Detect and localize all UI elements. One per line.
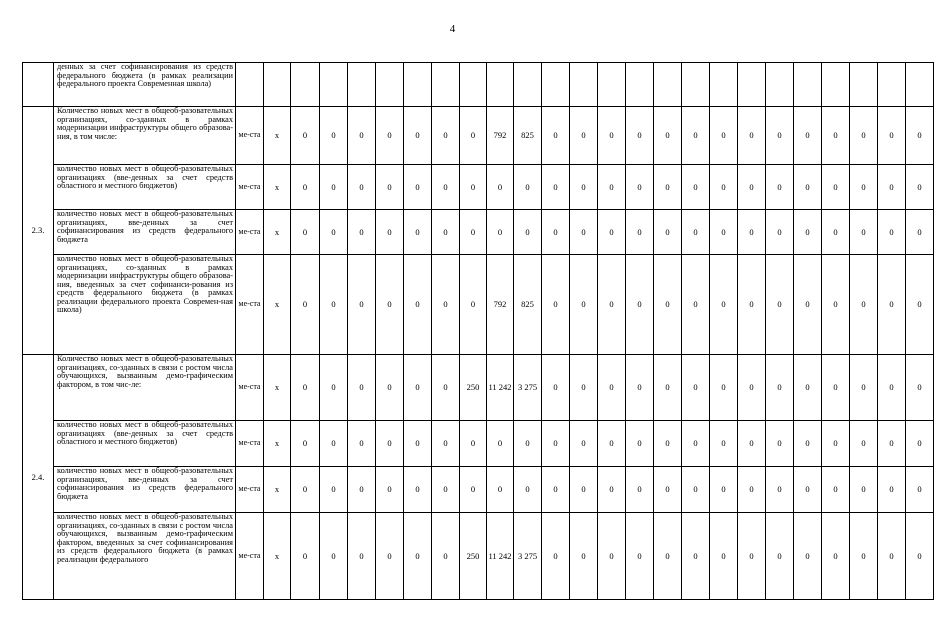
value-cell: 0	[404, 467, 432, 513]
value-cell	[320, 63, 348, 107]
value-cell: 0	[878, 513, 906, 600]
value-cell: 0	[598, 107, 626, 165]
table-row	[23, 467, 934, 513]
value-cell: 0	[906, 513, 934, 600]
value-cell: 0	[682, 107, 710, 165]
value-cell: 0	[320, 255, 348, 355]
value-cell	[291, 63, 320, 107]
value-cell: 0	[320, 355, 348, 421]
value-cell: 0	[878, 107, 906, 165]
value-cell: x	[264, 107, 291, 165]
value-cell: 0	[570, 513, 598, 600]
value-cell: 0	[291, 255, 320, 355]
value-cell	[432, 63, 460, 107]
value-cell	[487, 63, 514, 107]
value-cell: 0	[794, 165, 822, 210]
value-cell: 11 242	[487, 355, 514, 421]
value-cell: 0	[626, 165, 654, 210]
value-cell: 0	[404, 255, 432, 355]
indicator-description: Количество новых мест в общеоб-разовательных организациях, со-зданных в рамках модернизации инфраструктуры общего образова-ния, в том числе:	[54, 107, 236, 165]
value-cell: 0	[626, 255, 654, 355]
value-cell: 0	[906, 165, 934, 210]
value-cell: 0	[822, 513, 850, 600]
value-cell: 0	[542, 165, 570, 210]
table-row	[23, 355, 934, 421]
value-cell: 3 275	[514, 355, 542, 421]
value-cell: 0	[878, 165, 906, 210]
indicators-table	[22, 62, 934, 600]
value-cell: 0	[794, 467, 822, 513]
value-cell: 0	[794, 210, 822, 255]
value-cell: 0	[598, 165, 626, 210]
value-cell	[404, 63, 432, 107]
value-cell: 0	[376, 421, 404, 467]
value-cell: 0	[654, 355, 682, 421]
value-cell: 0	[376, 107, 404, 165]
value-cell: 0	[626, 467, 654, 513]
value-cell: 3 275	[514, 513, 542, 600]
value-cell: 0	[710, 107, 738, 165]
value-cell: 0	[654, 107, 682, 165]
value-cell: 11 242	[487, 513, 514, 600]
value-cell: 0	[682, 513, 710, 600]
value-cell: 0	[570, 210, 598, 255]
value-cell: 0	[738, 513, 766, 600]
value-cell: 0	[514, 210, 542, 255]
value-cell: 0	[738, 421, 766, 467]
value-cell: 0	[320, 513, 348, 600]
value-cell: 0	[542, 210, 570, 255]
table-row	[23, 210, 934, 255]
value-cell: 0	[598, 467, 626, 513]
value-cell: 0	[822, 355, 850, 421]
value-cell: 0	[766, 210, 794, 255]
value-cell: x	[264, 355, 291, 421]
value-cell: 0	[460, 165, 487, 210]
value-cell: 0	[432, 107, 460, 165]
value-cell: 0	[822, 165, 850, 210]
row-number: 2.3.	[23, 107, 54, 355]
value-cell	[626, 63, 654, 107]
value-cell: 0	[654, 421, 682, 467]
page-number: 4	[449, 23, 456, 35]
value-cell: 0	[487, 421, 514, 467]
value-cell: 0	[822, 210, 850, 255]
indicator-description: количество новых мест в общеоб-разовательных организациях, со-зданных в связи с ростом числа обучающихся, вызванным демо-графическим фактором, введенных за счет софинансирования из средств федерального бюджета (в рамках реализации федерального	[54, 513, 236, 600]
value-cell: x	[264, 255, 291, 355]
value-cell: 0	[570, 255, 598, 355]
value-cell: 0	[822, 467, 850, 513]
value-cell: 0	[514, 421, 542, 467]
value-cell: 0	[291, 513, 320, 600]
value-cell	[766, 63, 794, 107]
value-cell: 0	[542, 355, 570, 421]
value-cell: 0	[348, 421, 376, 467]
value-cell: x	[264, 467, 291, 513]
value-cell: 0	[376, 513, 404, 600]
value-cell: 0	[850, 355, 878, 421]
value-cell: 0	[291, 210, 320, 255]
unit-cell: ме-ста	[236, 421, 264, 467]
value-cell: 0	[404, 421, 432, 467]
value-cell: 0	[432, 467, 460, 513]
value-cell	[264, 63, 291, 107]
value-cell: 0	[766, 513, 794, 600]
value-cell: 0	[570, 355, 598, 421]
value-cell: 0	[850, 513, 878, 600]
value-cell	[710, 63, 738, 107]
value-cell: x	[264, 165, 291, 210]
value-cell: 0	[626, 513, 654, 600]
value-cell: 0	[460, 421, 487, 467]
indicator-description: количество новых мест в общеоб-разовательных организациях, со-зданных в рамках модернизации инфраструктуры общего образова-ния, введенных за счет софинанси-рования из средств федерального бюджета (в рамках реализации федерального проекта Современ-ная школа)	[54, 255, 236, 355]
value-cell: 0	[432, 165, 460, 210]
value-cell: 0	[487, 210, 514, 255]
value-cell: 0	[794, 513, 822, 600]
value-cell: 0	[654, 467, 682, 513]
value-cell	[822, 63, 850, 107]
value-cell: 0	[542, 421, 570, 467]
value-cell: 0	[794, 355, 822, 421]
value-cell: 0	[850, 467, 878, 513]
value-cell: 0	[598, 421, 626, 467]
value-cell: 0	[542, 467, 570, 513]
value-cell: 0	[376, 165, 404, 210]
value-cell: 0	[320, 421, 348, 467]
value-cell: 0	[432, 421, 460, 467]
value-cell: x	[264, 421, 291, 467]
value-cell: 0	[432, 210, 460, 255]
value-cell: 0	[626, 421, 654, 467]
value-cell: 0	[376, 255, 404, 355]
value-cell: 0	[794, 255, 822, 355]
value-cell: 0	[598, 513, 626, 600]
value-cell: 0	[654, 210, 682, 255]
indicator-description: количество новых мест в общеоб-разовательных организациях, вве-денных за счет софинансирования из средств федерального бюджета	[54, 210, 236, 255]
value-cell: 0	[570, 467, 598, 513]
value-cell: 0	[850, 165, 878, 210]
value-cell	[794, 63, 822, 107]
unit-cell: ме-ста	[236, 255, 264, 355]
value-cell: 0	[654, 513, 682, 600]
value-cell: 0	[682, 467, 710, 513]
value-cell: 792	[487, 255, 514, 355]
value-cell: 0	[570, 165, 598, 210]
unit-cell: ме-ста	[236, 210, 264, 255]
value-cell: 0	[738, 355, 766, 421]
value-cell	[654, 63, 682, 107]
value-cell: 0	[626, 355, 654, 421]
indicator-description: количество новых мест в общеоб-разовательных организациях (вве-денных за счет средств областного и местного бюджетов)	[54, 421, 236, 467]
unit-cell: ме-ста	[236, 467, 264, 513]
value-cell: 0	[906, 355, 934, 421]
value-cell: 0	[542, 107, 570, 165]
value-cell: 0	[376, 355, 404, 421]
value-cell: 0	[348, 355, 376, 421]
value-cell: 0	[542, 255, 570, 355]
value-cell: 0	[320, 165, 348, 210]
table-row	[23, 107, 934, 165]
value-cell: 0	[878, 355, 906, 421]
value-cell: 0	[291, 165, 320, 210]
value-cell: 0	[878, 421, 906, 467]
value-cell: 0	[766, 421, 794, 467]
value-cell: 0	[570, 421, 598, 467]
value-cell: 0	[626, 210, 654, 255]
value-cell: 0	[682, 255, 710, 355]
indicator-description: количество новых мест в общеоб-разовательных организациях (вве-денных за счет средств областного и местного бюджетов)	[54, 165, 236, 210]
value-cell	[514, 63, 542, 107]
row-number: 2.4.	[23, 355, 54, 600]
value-cell: 0	[682, 355, 710, 421]
value-cell: 0	[487, 467, 514, 513]
value-cell: 0	[822, 107, 850, 165]
value-cell: 825	[514, 107, 542, 165]
value-cell: 0	[376, 210, 404, 255]
value-cell: 0	[654, 255, 682, 355]
value-cell: 0	[432, 355, 460, 421]
unit-cell: ме-ста	[236, 165, 264, 210]
value-cell: 0	[598, 210, 626, 255]
value-cell: 0	[320, 210, 348, 255]
value-cell	[738, 63, 766, 107]
table-row	[23, 513, 934, 600]
value-cell: 0	[738, 255, 766, 355]
value-cell: 0	[682, 421, 710, 467]
value-cell: 0	[710, 513, 738, 600]
unit-cell: ме-ста	[236, 107, 264, 165]
value-cell	[542, 63, 570, 107]
value-cell: 0	[626, 107, 654, 165]
table-row	[23, 63, 934, 107]
value-cell: 0	[682, 165, 710, 210]
value-cell: 0	[766, 107, 794, 165]
value-cell: 0	[710, 467, 738, 513]
value-cell: 0	[906, 210, 934, 255]
value-cell: 0	[822, 255, 850, 355]
value-cell: 0	[570, 107, 598, 165]
indicator-description: денных за счет софинансирования из средств федерального бюджета (в рамках реализации федерального проекта Современная школа)	[54, 63, 236, 107]
value-cell: 0	[906, 255, 934, 355]
value-cell	[570, 63, 598, 107]
value-cell: 0	[291, 355, 320, 421]
value-cell: 0	[348, 467, 376, 513]
value-cell: 0	[320, 467, 348, 513]
indicator-description: Количество новых мест в общеоб-разовательных организациях, со-зданных в связи с ростом числа обучающихся, вызванным демо-графическим фактором, в том чис-ле:	[54, 355, 236, 421]
value-cell: 0	[291, 467, 320, 513]
table-row	[23, 165, 934, 210]
value-cell	[850, 63, 878, 107]
value-cell: 0	[822, 421, 850, 467]
value-cell: 0	[404, 107, 432, 165]
table-row	[23, 255, 934, 355]
value-cell: 0	[348, 513, 376, 600]
value-cell: 0	[906, 107, 934, 165]
value-cell: 0	[542, 513, 570, 600]
unit-cell: ме-ста	[236, 355, 264, 421]
value-cell: 0	[878, 467, 906, 513]
value-cell: 0	[460, 255, 487, 355]
value-cell: 0	[850, 255, 878, 355]
value-cell: 0	[738, 165, 766, 210]
unit-cell: ме-ста	[236, 513, 264, 600]
value-cell: 792	[487, 107, 514, 165]
value-cell: 0	[460, 210, 487, 255]
value-cell: 0	[710, 421, 738, 467]
value-cell: 0	[906, 421, 934, 467]
value-cell: 0	[404, 165, 432, 210]
value-cell	[906, 63, 934, 107]
value-cell: 0	[348, 210, 376, 255]
value-cell: 825	[514, 255, 542, 355]
value-cell: x	[264, 210, 291, 255]
value-cell: 0	[598, 355, 626, 421]
value-cell: 0	[682, 210, 710, 255]
value-cell: 0	[878, 210, 906, 255]
value-cell: 0	[376, 467, 404, 513]
value-cell: 0	[766, 355, 794, 421]
value-cell: 0	[766, 165, 794, 210]
value-cell: 0	[487, 165, 514, 210]
value-cell	[460, 63, 487, 107]
value-cell: 0	[850, 210, 878, 255]
value-cell	[598, 63, 626, 107]
value-cell: 0	[291, 107, 320, 165]
value-cell: 0	[850, 421, 878, 467]
value-cell: 0	[514, 467, 542, 513]
value-cell: 0	[460, 467, 487, 513]
value-cell: x	[264, 513, 291, 600]
value-cell: 0	[404, 210, 432, 255]
value-cell: 0	[654, 165, 682, 210]
value-cell: 250	[460, 513, 487, 600]
value-cell: 0	[432, 255, 460, 355]
value-cell: 0	[906, 467, 934, 513]
value-cell	[682, 63, 710, 107]
value-cell: 0	[460, 107, 487, 165]
value-cell: 0	[710, 255, 738, 355]
value-cell: 0	[291, 421, 320, 467]
value-cell	[878, 63, 906, 107]
value-cell: 0	[794, 421, 822, 467]
value-cell: 250	[460, 355, 487, 421]
value-cell: 0	[738, 210, 766, 255]
indicator-description: количество новых мест в общеоб-разовательных организациях, вве-денных за счет софинансирования из средств федерального бюджета	[54, 467, 236, 513]
value-cell: 0	[738, 467, 766, 513]
value-cell: 0	[348, 255, 376, 355]
value-cell: 0	[878, 255, 906, 355]
value-cell: 0	[738, 107, 766, 165]
value-cell: 0	[404, 513, 432, 600]
value-cell: 0	[432, 513, 460, 600]
value-cell: 0	[320, 107, 348, 165]
value-cell: 0	[348, 107, 376, 165]
value-cell: 0	[850, 107, 878, 165]
value-cell: 0	[766, 467, 794, 513]
value-cell	[348, 63, 376, 107]
value-cell: 0	[794, 107, 822, 165]
value-cell: 0	[710, 355, 738, 421]
value-cell: 0	[598, 255, 626, 355]
row-number	[23, 63, 54, 107]
table-row	[23, 421, 934, 467]
value-cell: 0	[348, 165, 376, 210]
value-cell: 0	[710, 210, 738, 255]
unit-cell	[236, 63, 264, 107]
value-cell	[376, 63, 404, 107]
value-cell: 0	[710, 165, 738, 210]
value-cell: 0	[404, 355, 432, 421]
value-cell: 0	[766, 255, 794, 355]
value-cell: 0	[514, 165, 542, 210]
